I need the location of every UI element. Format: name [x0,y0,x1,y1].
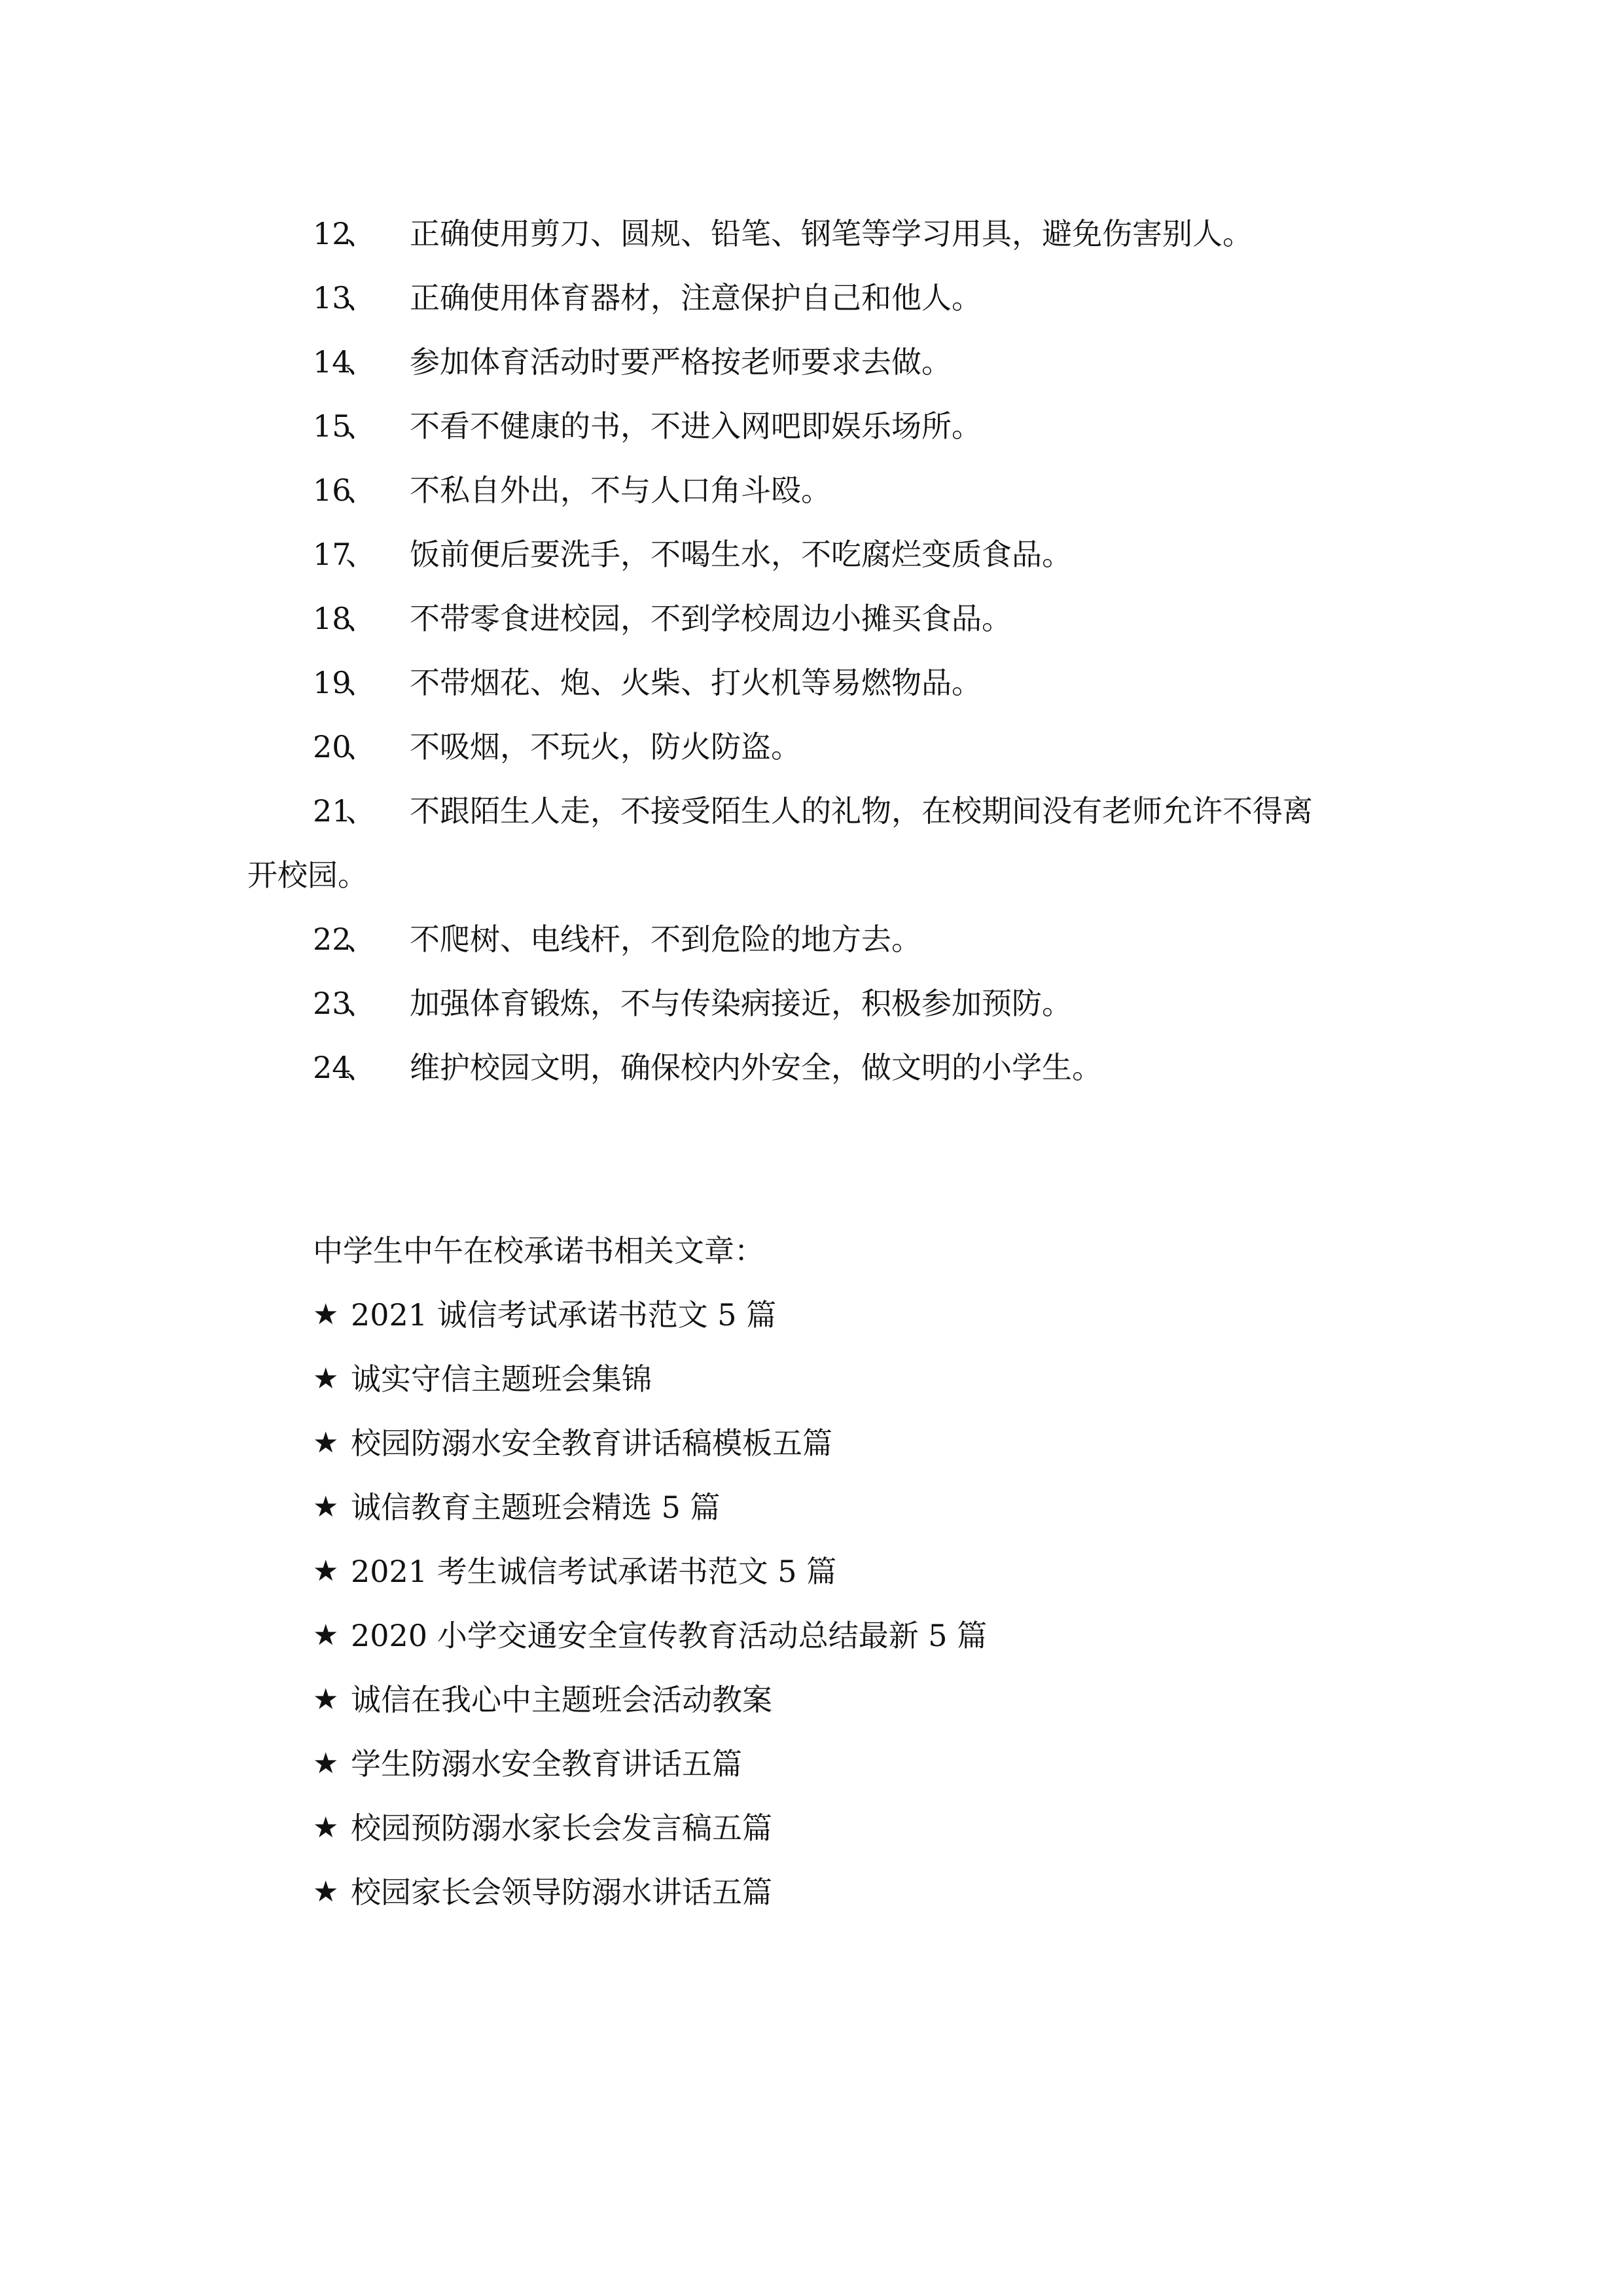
rule-text: 正确使用体育器材，注意保护自己和他人。 [410,280,982,315]
related-article-item[interactable] [313,1668,1425,1732]
rule-number: 12 [313,216,351,251]
rule-number: 18 [313,601,351,636]
rule-number: 15 [313,408,351,444]
related-article-link[interactable]: 校园预防溺水家长会发言稿五篇 [351,1810,772,1846]
rule-item [247,907,1399,971]
safety-rules-list [247,202,1399,1100]
rule-separator: 、 [346,344,376,380]
rule-item [247,394,1399,458]
rule-text: 不跟陌生人走，不接受陌生人的礼物，在校期间没有老师允许不得离 [410,793,1313,829]
rule-text: 不吸烟，不玩火，防火防盗。 [410,729,801,764]
rule-text: 不看不健康的书，不进入网吧即娱乐场所。 [410,408,982,444]
rule-separator: 、 [346,408,376,444]
related-article-item[interactable] [313,1411,1425,1475]
rule-text: 不带烟花、炮、火柴、打火机等易燃物品。 [410,665,982,700]
rule-text: 维护校园文明，确保校内外安全，做文明的小学生。 [410,1050,1102,1085]
related-article-item[interactable] [313,1604,1425,1668]
rule-text: 正确使用剪刀、圆规、铅笔、钢笔等学习用具，避免伤害别人。 [410,216,1253,251]
related-article-item[interactable] [313,1283,1425,1347]
rule-separator: 、 [346,922,376,957]
related-article-link[interactable]: 诚信在我心中主题班会活动教案 [351,1682,772,1717]
rule-text: 参加体育活动时要严格按老师要求去做。 [410,344,952,380]
star-icon: ★ [313,1298,339,1331]
rule-text: 不带零食进校园，不到学校周边小摊买食品。 [410,601,1012,636]
rule-line [247,779,1399,843]
rule-separator: 、 [346,280,376,315]
rule-item [247,458,1399,522]
related-articles-list [313,1283,1425,1924]
rule-separator: 、 [346,601,376,636]
rule-item [247,971,1399,1035]
related-article-item[interactable] [313,1347,1425,1411]
rule-separator: 、 [346,729,376,764]
related-article-link[interactable]: 学生防溺水安全教育讲话五篇 [351,1746,742,1782]
rule-number: 23 [313,986,351,1021]
rule-number: 20 [313,729,351,764]
star-icon: ★ [313,1619,339,1652]
rule-item [247,330,1399,394]
rule-item [247,202,1399,266]
rule-separator: 、 [346,665,376,700]
rule-number: 17 [313,537,351,572]
rule-number: 19 [313,665,351,700]
rule-text: 饭前便后要洗手，不喝生水，不吃腐烂变质食品。 [410,537,1072,572]
related-article-item[interactable] [313,1539,1425,1604]
related-article-item[interactable] [313,1732,1425,1796]
star-icon: ★ [313,1554,339,1588]
rule-number: 13 [313,280,351,315]
related-articles-title: 中学生中午在校承诺书相关文章： [313,1233,764,1268]
rule-number: 24 [313,1050,351,1085]
rule-item [247,522,1399,586]
related-article-link[interactable]: 诚信教育主题班会精选 5 篇 [351,1490,721,1525]
rule-item [247,1035,1399,1100]
rule-separator: 、 [346,986,376,1021]
related-article-link[interactable]: 诚实守信主题班会集锦 [351,1361,652,1397]
related-article-item[interactable] [313,1860,1425,1924]
star-icon: ★ [313,1426,339,1460]
star-icon: ★ [313,1811,339,1844]
rule-number: 21 [313,793,351,829]
rule-item [247,651,1399,715]
star-icon: ★ [313,1875,339,1909]
rule-separator: 、 [346,537,376,572]
rule-separator: 、 [346,793,376,829]
rule-separator: 、 [346,216,376,251]
rule-item [247,266,1399,330]
related-article-link[interactable]: 2021 考生诚信考试承诺书范文 5 篇 [351,1554,837,1589]
star-icon: ★ [313,1747,339,1780]
star-icon: ★ [313,1683,339,1716]
related-article-item[interactable] [313,1796,1425,1860]
star-icon: ★ [313,1362,339,1395]
rule-item [247,715,1399,779]
rule-item [247,586,1399,651]
rule-number: 14 [313,344,351,380]
rule-item [247,779,1399,907]
rule-text: 不爬树、电线杆，不到危险的地方去。 [410,922,921,957]
rule-number: 16 [313,473,351,508]
rule-text-continuation: 开校园。 [247,857,368,893]
related-articles [313,1219,1425,1924]
related-article-link[interactable]: 2021 诚信考试承诺书范文 5 篇 [351,1297,777,1333]
related-article-item[interactable] [313,1475,1425,1539]
star-icon: ★ [313,1490,339,1524]
rule-number: 22 [313,922,351,957]
rule-text: 不私自外出，不与人口角斗殴。 [410,473,831,508]
related-article-link[interactable]: 校园家长会领导防溺水讲话五篇 [351,1874,772,1910]
rule-separator: 、 [346,1050,376,1085]
related-article-link[interactable]: 校园防溺水安全教育讲话稿模板五篇 [351,1426,832,1461]
related-article-link[interactable]: 2020 小学交通安全宣传教育活动总结最新 5 篇 [351,1618,988,1653]
rule-text: 加强体育锻炼，不与传染病接近，积极参加预防。 [410,986,1072,1021]
rule-separator: 、 [346,473,376,508]
